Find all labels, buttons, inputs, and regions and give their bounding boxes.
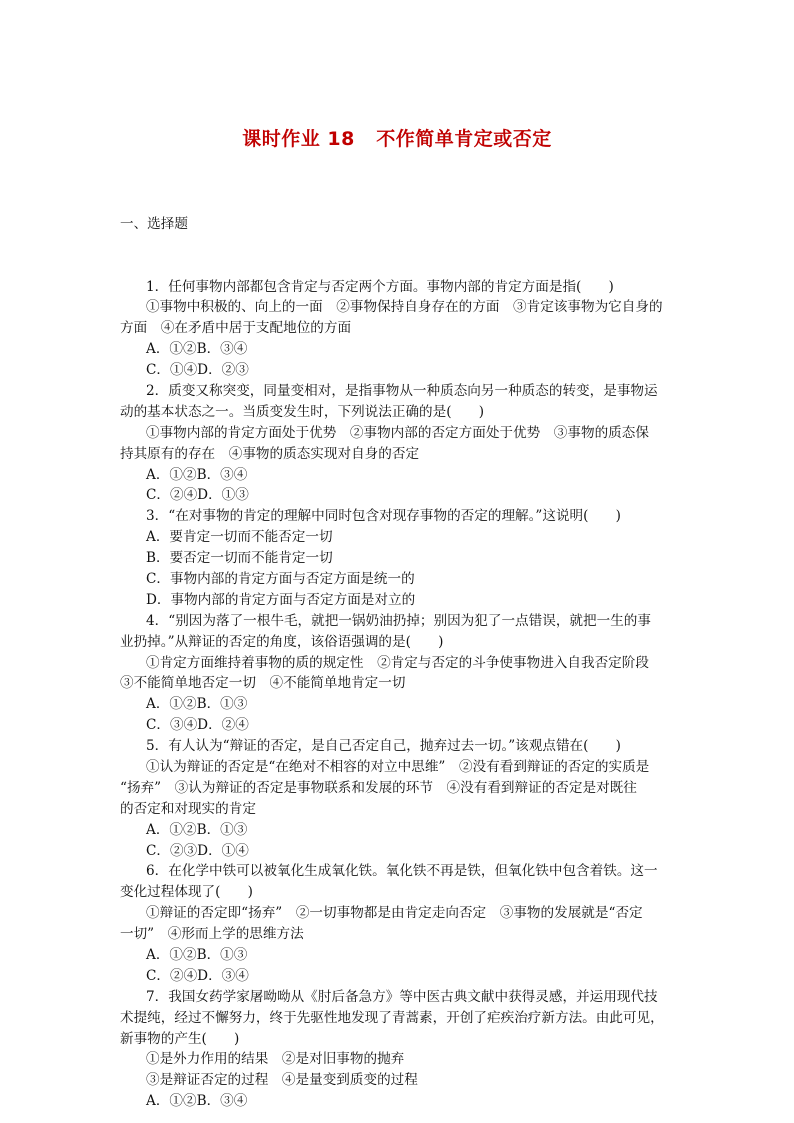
text-line: ①事物中积极的、向上的一面 ②事物保持自身存在的方面 ③肯定该事物为它自身的	[146, 299, 663, 316]
text-line: 4．“别因为落了一根牛毛，就把一锅奶油扔掉；别因为犯了一点错误，就把一生的事	[146, 612, 651, 629]
text-line: C．②④D．③④	[146, 967, 249, 984]
text-line: “扬弃” ③认为辩证的否定是事物联系和发展的环节 ④没有看到辩证的否定是对既往	[120, 779, 637, 796]
text-line: A．①②B．①③	[146, 696, 248, 713]
text-line: C．③④D．②④	[146, 717, 249, 734]
text-line: A．要肯定一切而不能否定一切	[146, 529, 333, 546]
text-line: 方面 ④在矛盾中居于支配地位的方面	[120, 320, 352, 337]
text-line: C．事物内部的肯定方面与否定方面是统一的	[146, 570, 415, 587]
text-line: A．①②B．③④	[146, 466, 248, 483]
text-line: 3．“在对事物的肯定的理解中同时包含对现存事物的否定的理解。”这说明( )	[146, 508, 621, 525]
text-line: ③不能简单地否定一切 ④不能简单地肯定一切	[120, 675, 406, 692]
page-title: 课时作业 18 不作简单肯定或否定	[242, 128, 552, 150]
text-line: B．要否定一切而不能肯定一切	[146, 550, 333, 567]
text-line: ①认为辩证的否定是“在绝对不相容的对立中思维” ②没有看到辩证的否定的实质是	[146, 759, 650, 775]
text-line: 5．有人认为“辩证的否定，是自己否定自己，抛弃过去一切。”该观点错在( )	[146, 738, 621, 755]
text-line: 术提纯，经过不懈努力，终于先驱性地发现了青蒿素，开创了疟疾治疗新方法。由此可见，	[120, 1009, 664, 1026]
text-line: 业扔掉。”从辩证的否定的角度，该俗语强调的是( )	[120, 633, 444, 650]
text-line: 持其原有的存在 ④事物的质态实现对自身的否定	[120, 445, 420, 462]
text-line: D．事物内部的肯定方面与否定方面是对立的	[146, 591, 416, 608]
text-line: 一切” ④形而上学的思维方法	[120, 926, 304, 943]
text-line: 2．质变又称突变，同量变相对，是指事物从一种质态向另一种质态的转变，是事物运	[146, 382, 658, 399]
text-line: 新事物的产生( )	[120, 1030, 240, 1047]
text-line: A．①②B．①③	[146, 947, 248, 964]
text-line: C．①④D．②③	[146, 362, 249, 379]
text-line: ①是外力作用的结果 ②是对旧事物的抛弃	[146, 1051, 405, 1068]
text-line: C．②③D．①④	[146, 842, 249, 859]
text-line: C．②④D．①③	[146, 487, 249, 504]
text-line: ①肯定方面维持着事物的质的规定性 ②肯定与否定的斗争使事物进入自我否定阶段	[146, 654, 649, 671]
text-line: A．①②B．③④	[146, 1093, 248, 1110]
text-line: A．①②B．①③	[146, 821, 248, 838]
text-line: 1．任何事物内部都包含肯定与否定两个方面。事物内部的肯定方面是指( )	[146, 278, 614, 295]
text-line: ①辩证的否定即“扬弃” ②一切事物都是由肯定走向否定 ③事物的发展就是“否定	[146, 905, 643, 922]
text-line: 变化过程体现了( )	[120, 884, 253, 901]
text-line: ③是辩证否定的过程 ④是量变到质变的过程	[146, 1072, 418, 1089]
document-body	[120, 172, 680, 1112]
text-line: 动的基本状态之一。当质变发生时，下列说法正确的是( )	[120, 403, 485, 420]
text-line: A．①②B．③④	[146, 341, 248, 358]
text-line: 7．我国女药学家屠呦呦从《肘后备急方》等中医古典文献中获得灵感，并运用现代技	[146, 988, 658, 1005]
text-line: ①事物内部的肯定方面处于优势 ②事物内部的否定方面处于优势 ③事物的质态保	[146, 424, 649, 441]
text-line: 的否定和对现实的肯定	[120, 800, 256, 817]
text-line: 6．在化学中铁可以被氧化生成氧化铁。氧化铁不再是铁，但氧化铁中包含着铁。这一	[146, 863, 658, 880]
section-heading: 一、选择题	[120, 215, 188, 232]
